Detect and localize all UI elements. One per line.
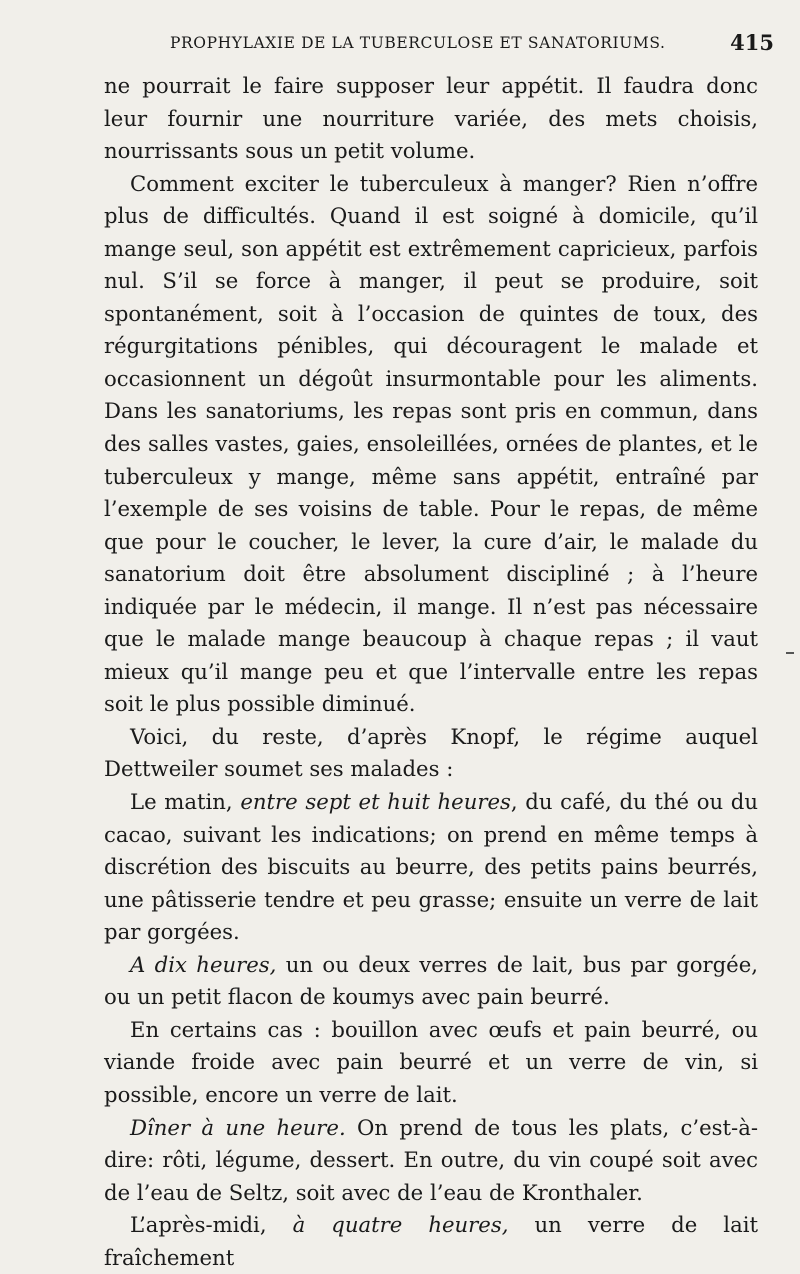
running-title: PROPHYLAXIE DE LA TUBERCULOSE ET SANATORIUMS. bbox=[170, 34, 666, 52]
page-header bbox=[104, 30, 774, 60]
paragraph-8-lead: L’après-midi, bbox=[130, 1212, 293, 1238]
paragraph-1: ne pourrait le faire supposer leur appétit. Il faudra donc leur fournir une nourriture variée, des mets choisis, nourrissants sous un petit volume. bbox=[104, 73, 758, 164]
paragraph-6: En certains cas : bouillon avec œufs et pain beurré, ou viande froide avec pain beurré et un verre de vin, si possible, encore un verre de lait. bbox=[104, 1016, 758, 1107]
paragraph-7-rest: On prend de tous les plats, c’est-à-dire: rôti, légume, dessert. En outre, du vin coupé soit avec de l’eau de Seltz, soit avec de l’eau de Kronthaler. bbox=[104, 1114, 759, 1205]
paragraph-4-rest: , du café, du thé ou du cacao, suivant les indications; on prend en même temps à discrétion des biscuits au beurre, des petits pains beurrés, une pâtisserie tendre et peu grasse; ensuite un verre de lait par gorgées. bbox=[104, 789, 758, 945]
paragraph-5 bbox=[104, 949, 758, 1014]
paragraph-4 bbox=[104, 786, 758, 949]
paragraph-3: Voici, du reste, d’après Knopf, le régime auquel Dettweiler soumet ses malades : bbox=[104, 723, 758, 782]
paragraph-7-italic: Dîner à une heure. bbox=[130, 1114, 346, 1140]
paragraph-5-rest: un ou deux verres de lait, bus par gorgée, ou un petit flacon de koumys avec pain beurré. bbox=[104, 951, 758, 1010]
paragraph-8-italic: à quatre heures, bbox=[292, 1212, 509, 1238]
page-number: 415 bbox=[730, 30, 774, 55]
paragraph-8-rest: un verre de lait fraîchement bbox=[104, 1212, 759, 1270]
paragraph-8 bbox=[104, 1209, 758, 1274]
paragraph-4-lead: Le matin, bbox=[130, 789, 241, 815]
margin-mark bbox=[786, 652, 794, 654]
paragraph-2: Comment exciter le tuberculeux à manger? Rien n’offre plus de difficultés. Quand il est soigné à domicile, qu’il mange seul, son appétit est extrêmement capricieux, parfois nul. S’il se force à manger, il peut se produire, soit spontanément, soit à l’occasion de quintes de toux, des régurgitations pénibles, qui découragent le malade et occasionnent un dégoût insurmontable pour les aliments. Dans les sanatoriums, les repas sont pris en commun, dans des salles vastes, gaies, ensoleillées, ornées de plantes, et le tuberculeux y mange, même sans appétit, entraîné par l’exemple de ses voisins de table. Pour le repas, de même que pour le coucher, le lever, la cure d’air, le malade du sanatorium doit être absolument discipliné ; à l’heure indiquée par le médecin, il mange. Il n’est pas nécessaire que le malade mange beaucoup à chaque repas ; il vaut mieux qu’il mange peu et que l’intervalle entre les repas soit le plus possible diminué. bbox=[104, 170, 758, 717]
paragraph-5-italic: A dix heures, bbox=[130, 951, 277, 977]
paragraph-7 bbox=[104, 1112, 758, 1210]
body-text bbox=[104, 70, 758, 1274]
paragraph-4-italic: entre sept et huit heures bbox=[240, 789, 511, 815]
